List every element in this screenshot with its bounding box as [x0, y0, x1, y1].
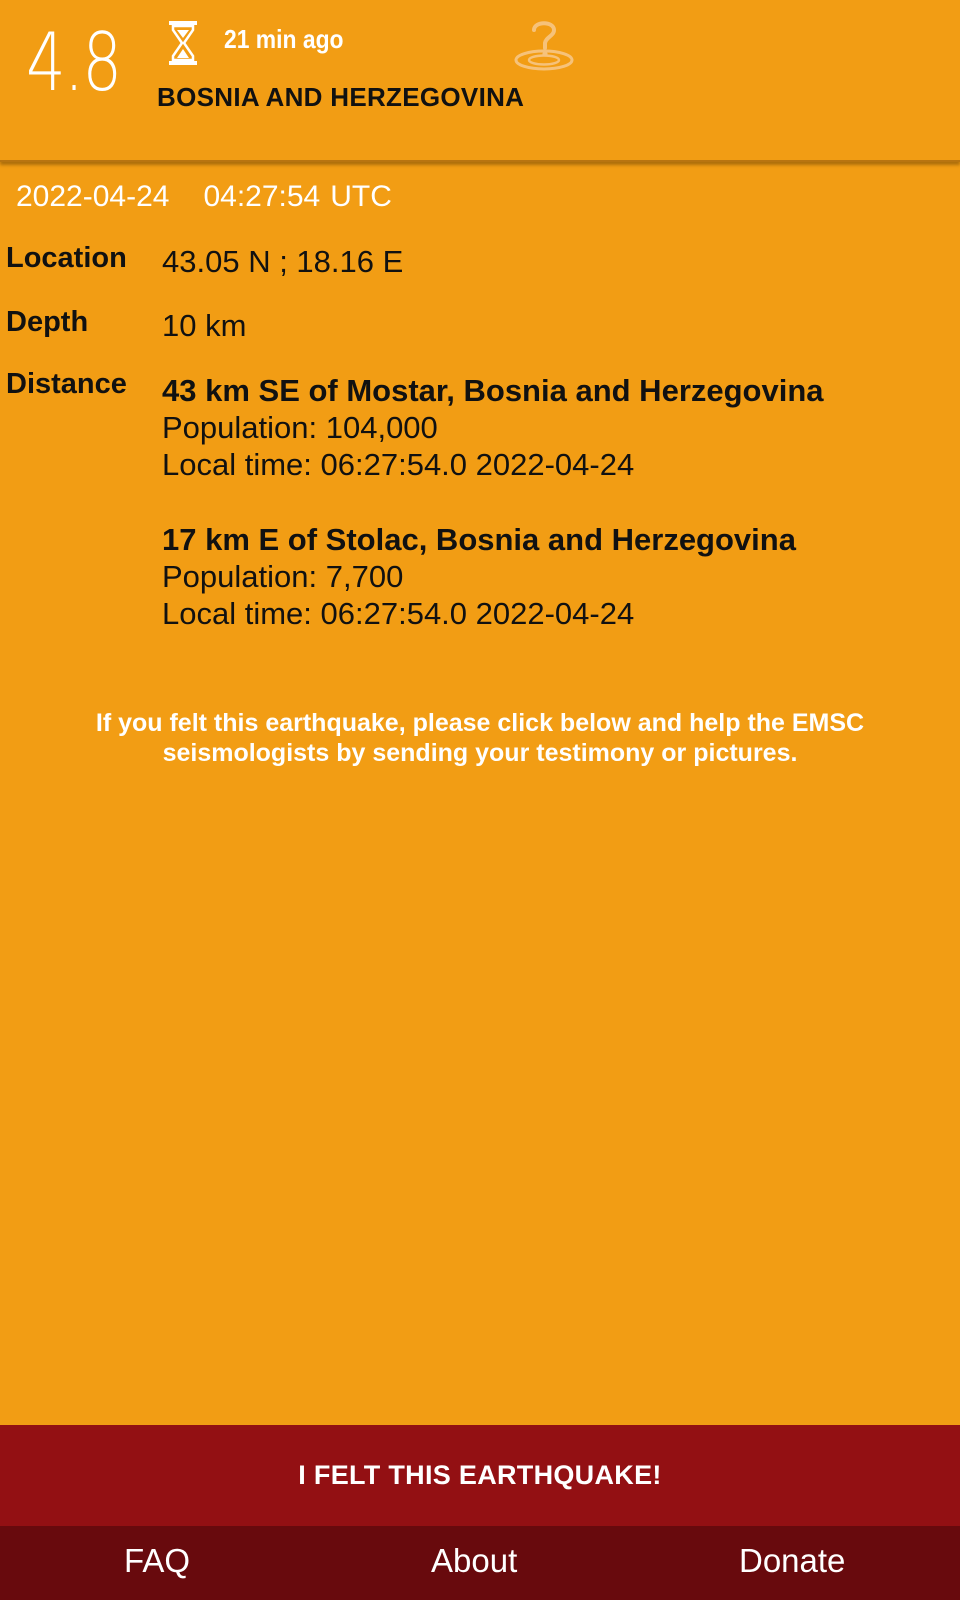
hourglass-icon [168, 20, 198, 66]
distance-label: Distance [6, 368, 127, 400]
depth-label: Depth [6, 306, 89, 338]
felt-earthquake-button[interactable]: I FELT THIS EARTHQUAKE! [0, 1425, 960, 1526]
distance-local-time: Local time: 06:27:54.0 2022-04-24 [162, 596, 635, 631]
distance-population: Population: 104,000 [162, 410, 438, 445]
time-ago-label: 21 min ago [224, 24, 344, 54]
location-label: Location [6, 242, 127, 274]
location-value: 43.05 N ; 18.16 E [162, 244, 404, 279]
magnitude-value: 4.8 [26, 16, 121, 109]
distance-place: 43 km SE of Mostar, Bosnia and Herzegovina [162, 373, 824, 408]
event-timezone: UTC [330, 180, 392, 213]
distance-place: 17 km E of Stolac, Bosnia and Herzegovina [162, 522, 796, 557]
nav-donate-link[interactable]: Donate [739, 1542, 846, 1579]
bottom-nav [0, 1526, 960, 1600]
felt-info-text: If you felt this earthquake, please click below and help the EMSC seismologists by sending your testimony or pictures. [95, 709, 865, 767]
header-bar [0, 0, 960, 162]
nav-about-link[interactable]: About [431, 1542, 518, 1579]
distance-entry [162, 521, 952, 632]
help-location-icon[interactable] [512, 16, 576, 72]
distance-local-time: Local time: 06:27:54.0 2022-04-24 [162, 447, 635, 482]
region-name: BOSNIA AND HERZEGOVINA [157, 82, 525, 112]
event-date: 2022-04-24 [16, 180, 170, 213]
event-time: 04:27:54 [203, 180, 321, 213]
distance-entry [162, 372, 952, 483]
depth-value: 10 km [162, 308, 247, 343]
nav-faq-link[interactable]: FAQ [124, 1542, 191, 1579]
event-datetime [16, 180, 392, 214]
distance-population: Population: 7,700 [162, 559, 404, 594]
